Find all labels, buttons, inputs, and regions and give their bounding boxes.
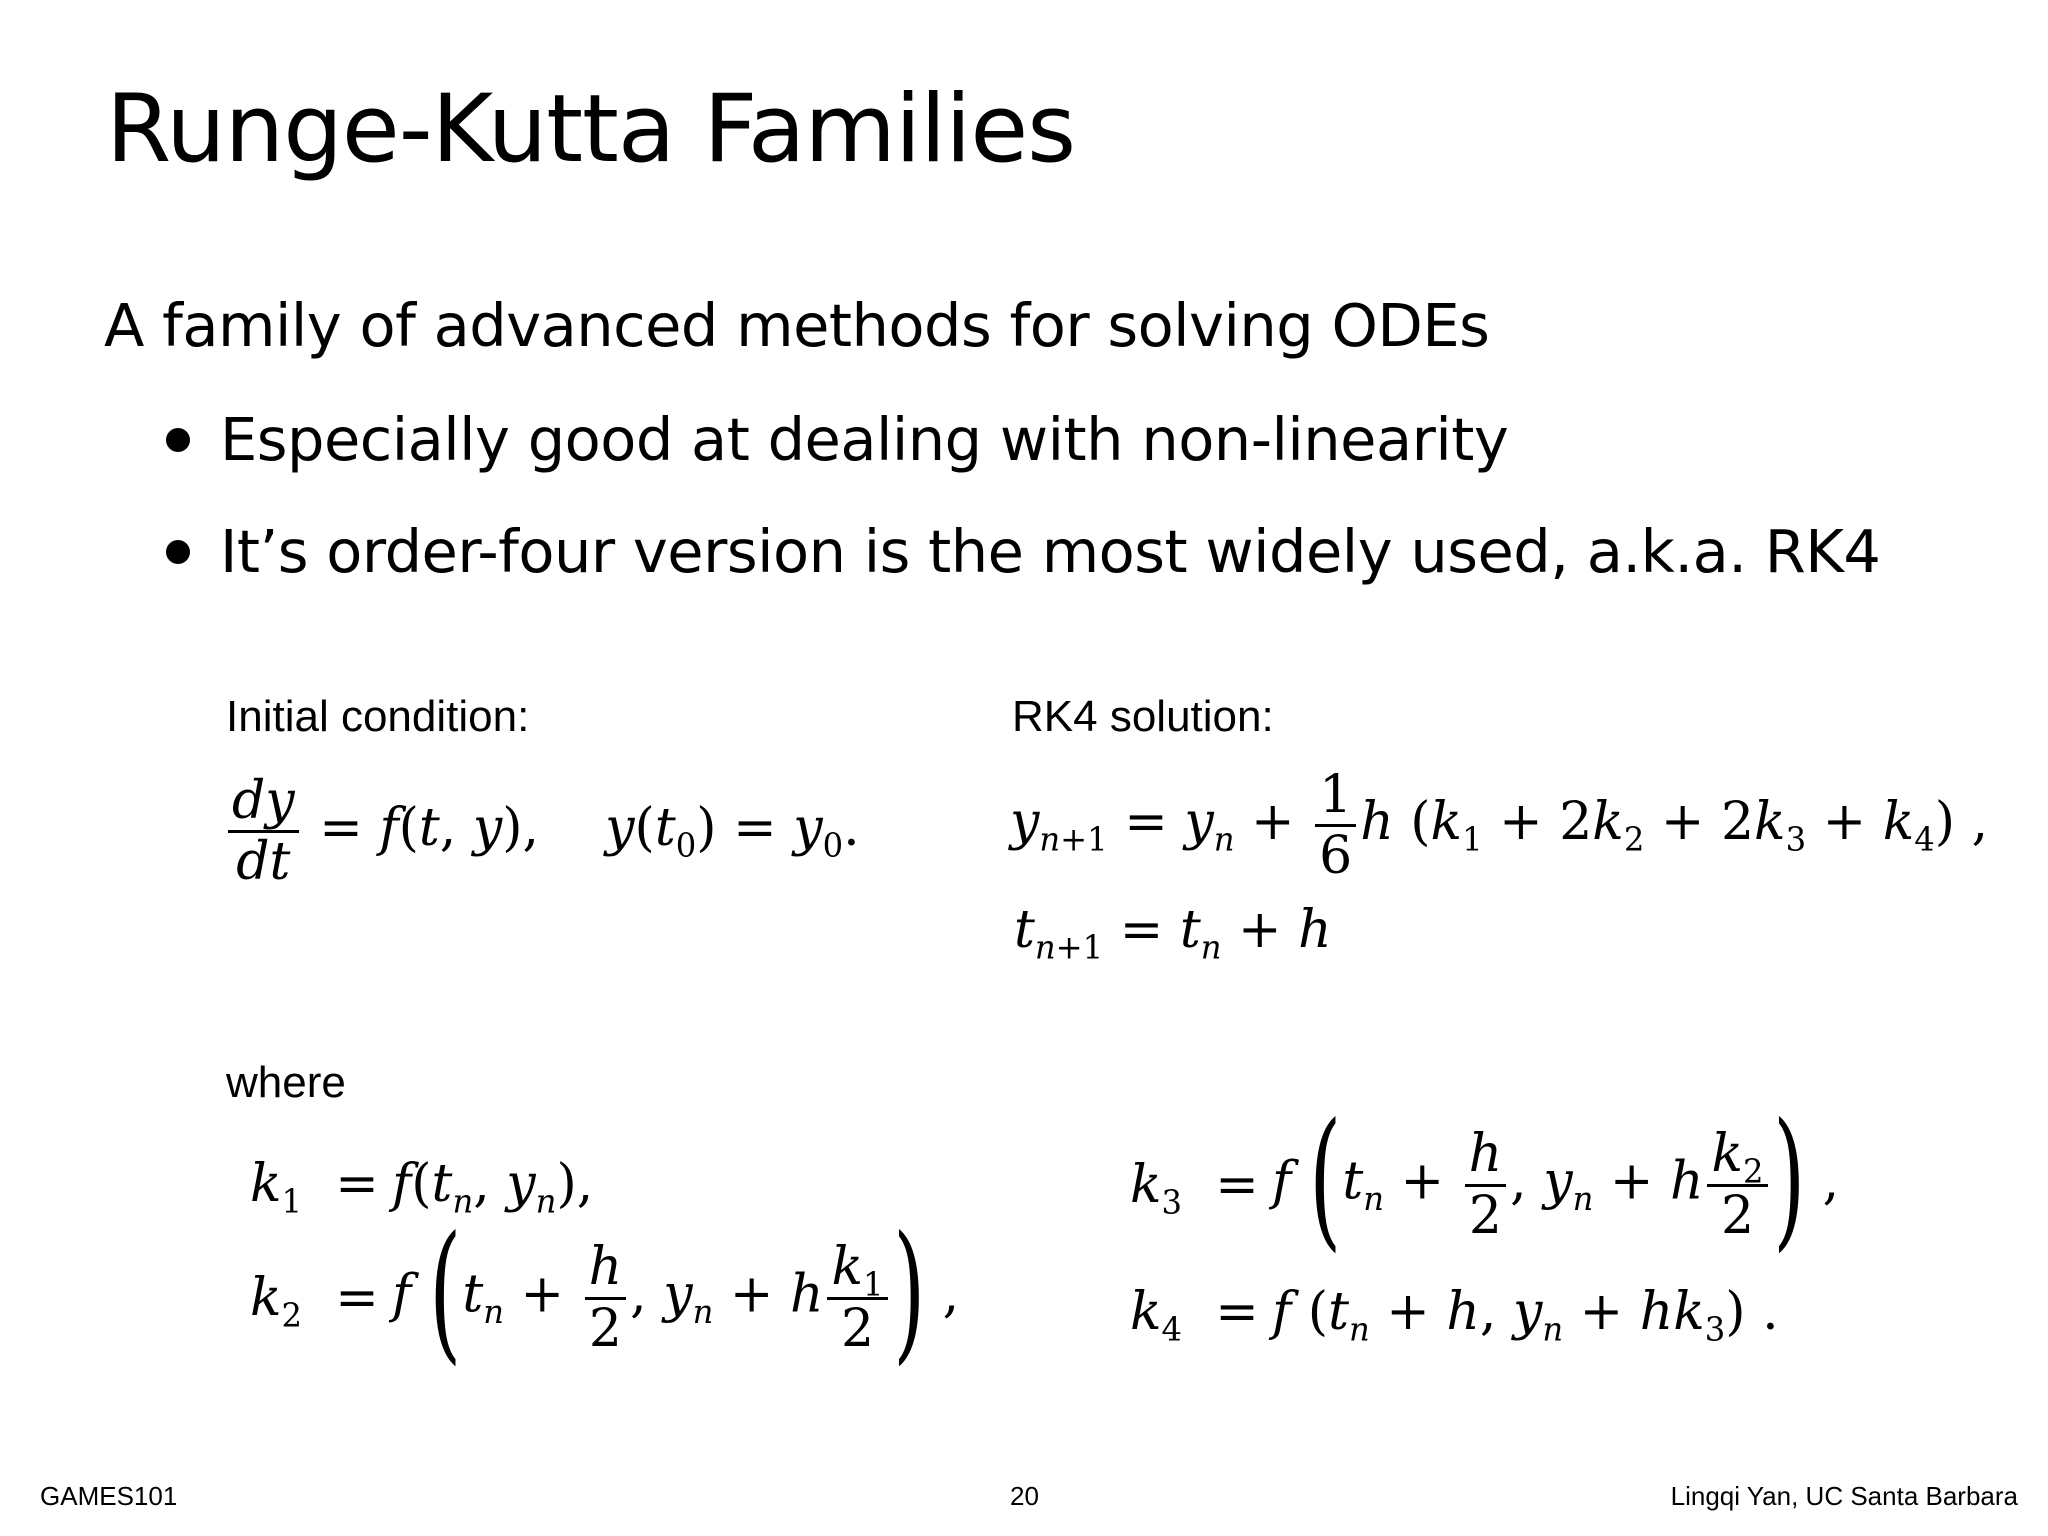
- where-label: where: [226, 1058, 346, 1107]
- bullet-text: Especially good at dealing with non-linearity: [220, 405, 1509, 474]
- k4-equation: $k_4$ = f ($t_n + h$, $y_n + hk_3$) .: [1130, 1282, 1779, 1349]
- bullet-item: [166, 517, 1880, 586]
- footer-course: GAMES101: [40, 1481, 178, 1511]
- initial-condition-label: Initial condition:: [226, 692, 530, 741]
- k3-equation: $k_3$ = f ($t_n$ + $\frac{h}{2}$ , $y_n + h$ $\frac{k_2}{2}$ ) ,: [1130, 1092, 1840, 1266]
- bullet-dot-icon: [166, 428, 190, 452]
- bullet-text: It’s order-four version is the most widely used, a.k.a. RK4: [220, 517, 1881, 586]
- rk4-solution-label: RK4 solution:: [1012, 692, 1274, 741]
- rk4-update-equation: $y_{n+1} = y_n$ + $\frac{1}{6}$ h $(k_1 + 2k_2 + 2k_3 + k_4)$ ,: [1010, 765, 1989, 887]
- slide-title: Runge-Kutta Families: [106, 75, 1076, 184]
- rk4-time-equation: $t_{n+1} = t_n + h$: [1014, 900, 1332, 967]
- k2-equation: $k_2$ = f ($t_n$ + $\frac{h}{2}$ , $y_n + h$ $\frac{k_1}{2}$ ) ,: [250, 1205, 960, 1379]
- footer-page-number: 20: [1010, 1481, 1039, 1511]
- bullet-dot-icon: [166, 540, 190, 564]
- k1-equation: $k_1$ = $f(t_n$, $y_n$),: [250, 1154, 594, 1221]
- bullet-item: [166, 405, 1508, 474]
- intro-text: A family of advanced methods for solving ODEs: [104, 291, 1490, 360]
- footer-author: Lingqi Yan, UC Santa Barbara: [1670, 1481, 2018, 1511]
- initial-condition-equation: $\frac{dy}{dt}$ = f(t, y), $y(t_0) = y_0$.: [224, 772, 860, 891]
